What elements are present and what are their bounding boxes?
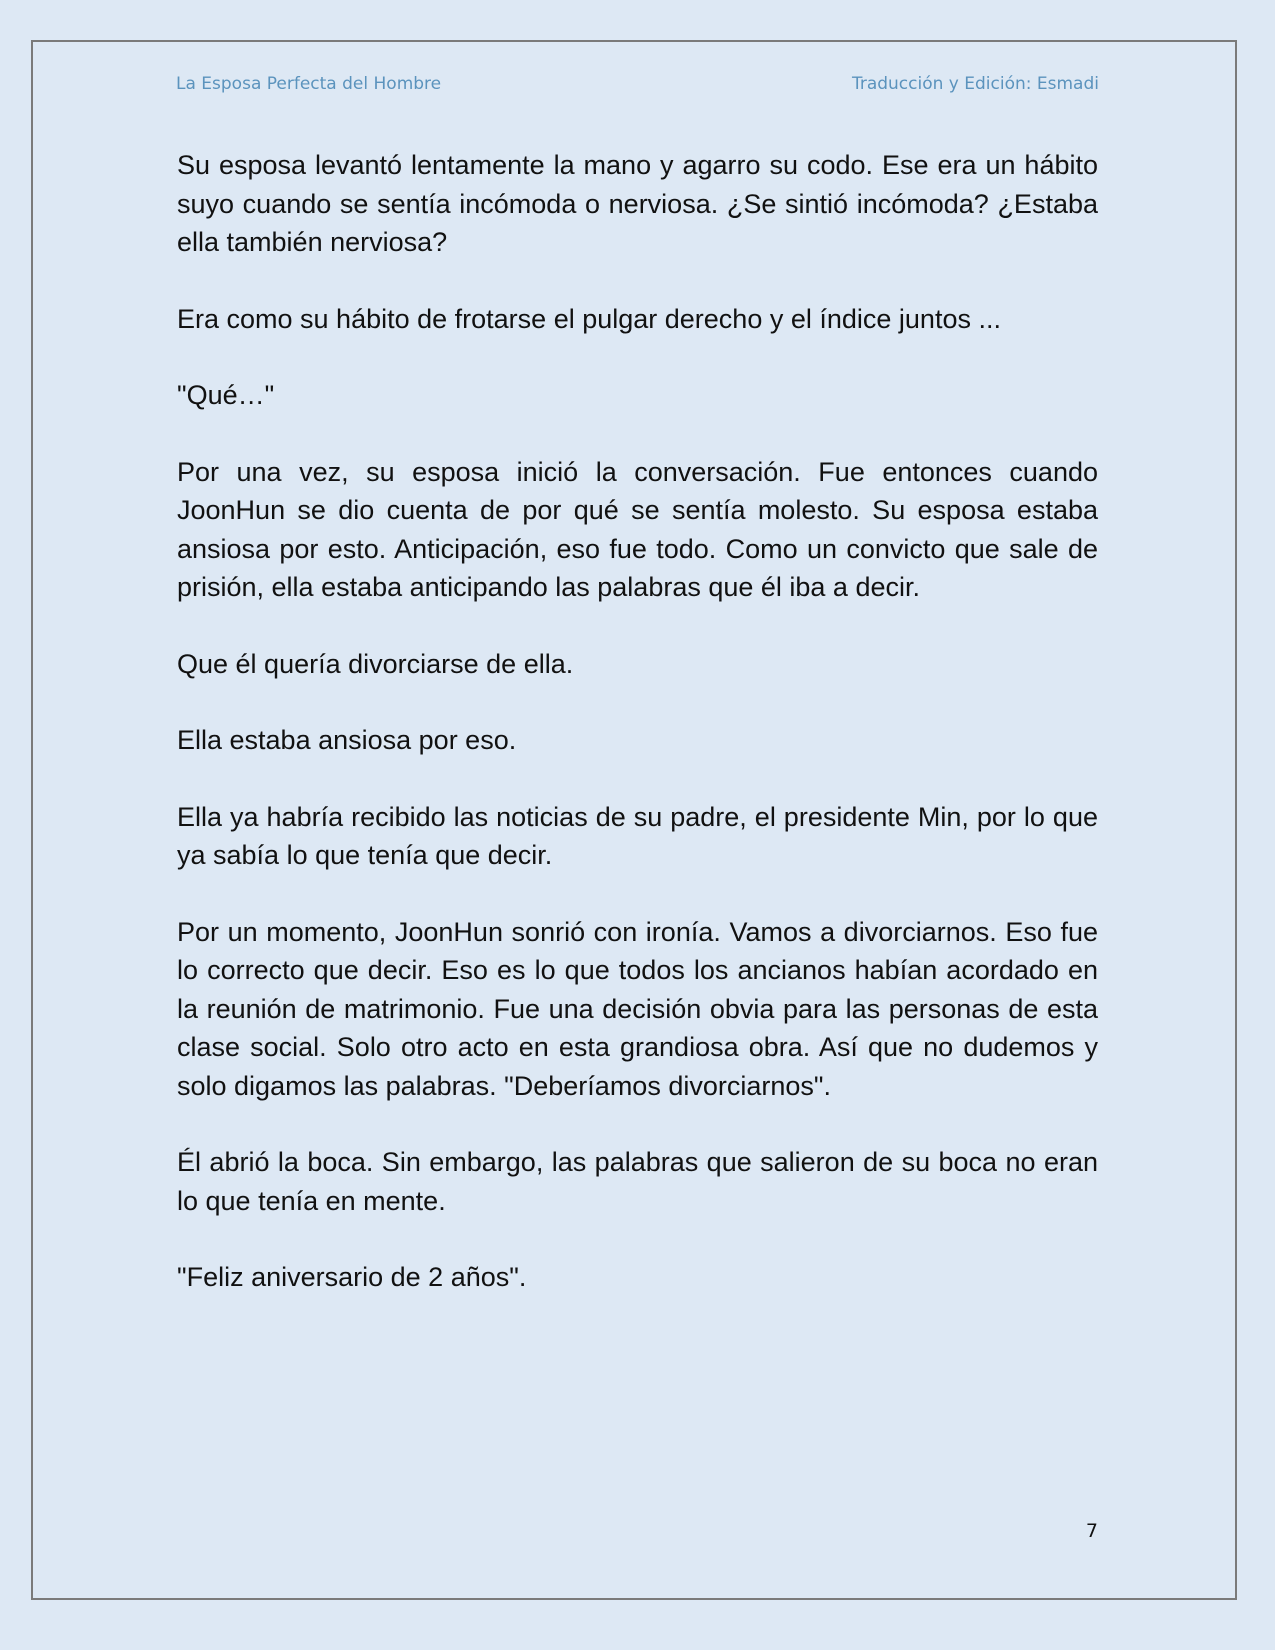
header-translator-credit: Traducción y Edición: Esmadi [851,74,1099,94]
paragraph: Él abrió la boca. Sin embargo, las palabras que salieron de su boca no eran lo que tenía en mente. [177,1147,1098,1216]
body-text [177,146,1098,1335]
page-number: 7 [1085,1520,1098,1542]
header-book-title: La Esposa Perfecta del Hombre [176,74,442,94]
paragraph: "Qué…" [177,380,275,410]
paragraph: Que él quería divorciarse de ella. [177,648,574,679]
paragraph: Por una vez, su esposa inició la conversación. Fue entonces cuando JoonHun se dio cuenta de por qué se sentía molesto. Su esposa estaba ansiosa por esto. Anticipación, eso fue todo. Como un convicto que sale de prisión, ella estaba anticipando las palabras que él iba a decir. [177,456,1098,602]
page-header [176,74,1099,98]
paragraph: Su esposa levantó lentamente la mano y agarro su codo. Ese era un hábito suyo cuando se sentía incómoda o nerviosa. ¿Se sintió incómoda? ¿Estaba ella también nerviosa? [177,150,1098,257]
paragraph: Ella estaba ansiosa por eso. [177,725,517,755]
paragraph: Era como su hábito de frotarse el pulgar derecho y el índice juntos ... [177,303,1001,334]
paragraph: "Feliz aniversario de 2 años". [177,1262,527,1292]
paragraph: Ella ya habría recibido las noticias de su padre, el presidente Min, por lo que ya sabía lo que tenía que decir. [177,801,1098,870]
paragraph: Por un momento, JoonHun sonrió con ironía. Vamos a divorciarnos. Eso fue lo correcto que decir. Eso es lo que todos los ancianos habían acordado en la reunión de matrimonio. Fue una decisión obvia para las personas de esta clase social. Solo otro acto en esta grandiosa obra. Así que no dudemos y solo digamos las palabras. "Deberíamos divorciarnos". [177,916,1098,1101]
